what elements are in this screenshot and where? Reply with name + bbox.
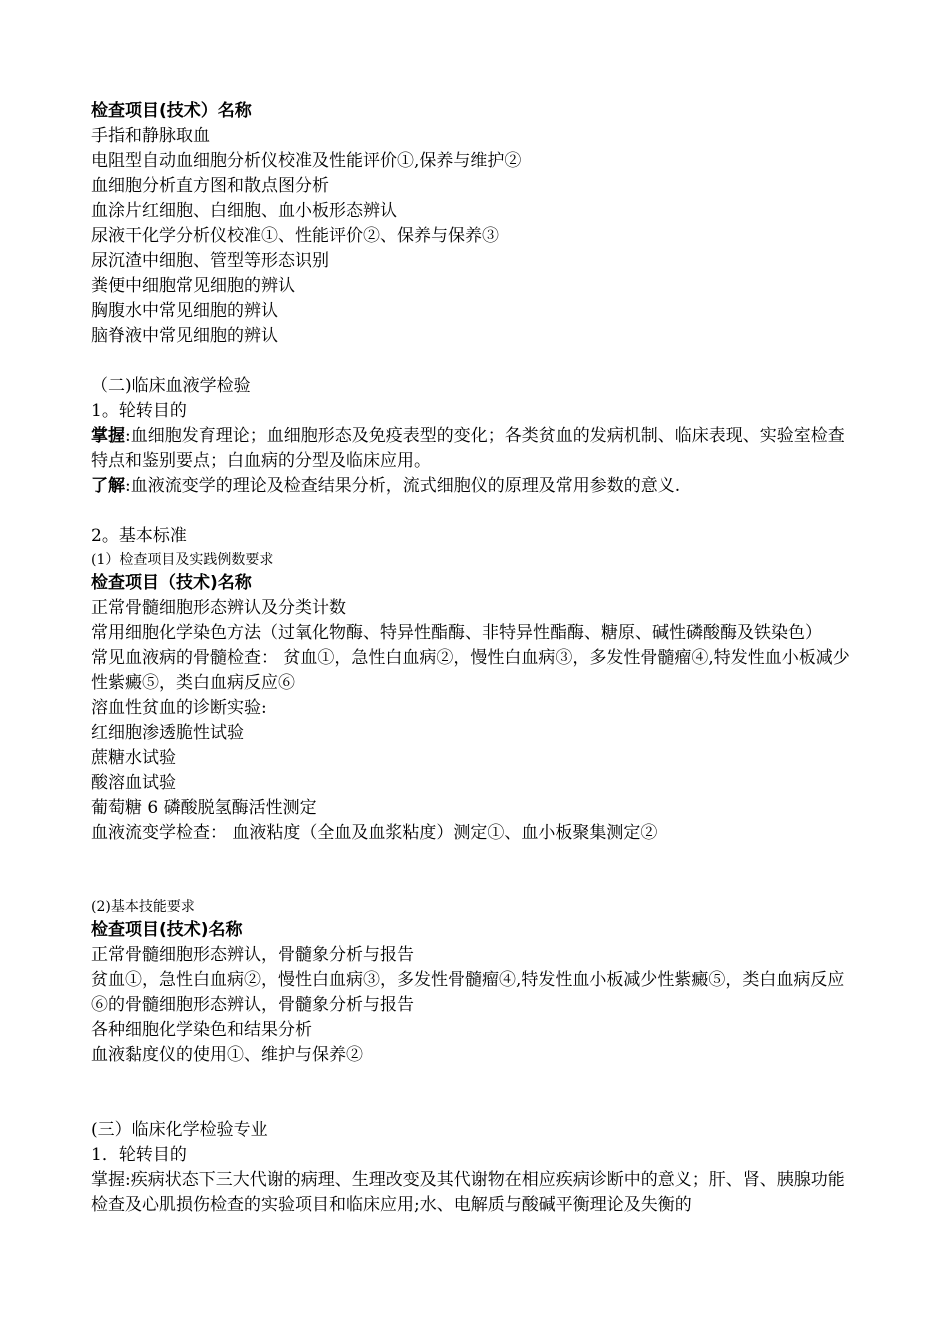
sub2-item: 血液黏度仪的使用①、维护与保养② (91, 1045, 363, 1065)
sub2-item: 正常骨髓细胞形态辨认，骨髓象分析与报告 (91, 945, 414, 965)
sub1-item: 溶血性贫血的诊断实验: (91, 698, 267, 718)
spacer (91, 349, 861, 374)
sub1-item: 常用细胞化学染色方法（过氧化物酶、特异性酯酶、非特异性酯酶、糖原、碱性磷酸酶及铁染色） (91, 623, 822, 643)
master-label: 掌握 (91, 426, 125, 446)
block1-item: 血涂片红细胞、白细胞、血小板形态辨认 (91, 201, 397, 221)
section3-title: (三）临床化学检验专业 (91, 1120, 268, 1140)
block1-item: 胸腹水中常见细胞的辨认 (91, 301, 278, 321)
block1-item: 脑脊液中常见细胞的辨认 (91, 326, 278, 346)
sub1-item: 正常骨髓细胞形态辨认及分类计数 (91, 598, 346, 618)
section2-sub1-title: (1）检查项目及实践例数要求 (91, 552, 274, 568)
section3-goal-heading: 1．轮转目的 (91, 1145, 187, 1165)
block1-item: 血细胞分析直方图和散点图分析 (91, 176, 329, 196)
block1-item: 粪便中细胞常见细胞的辨认 (91, 276, 295, 296)
spacer (91, 499, 861, 524)
understand-label: 了解 (91, 476, 125, 496)
section3-master: 掌握:疾病状态下三大代谢的病理、生理改变及其代谢物在相应疾病诊断中的意义；肝、肾、胰腺功能检查及心肌损伤检查的实验项目和临床应用;水、电解质与酸碱平衡理论及失衡的 (91, 1170, 845, 1215)
spacer (91, 846, 861, 896)
sub1-item: 蔗糖水试验 (91, 748, 176, 768)
block1-item: 尿沉渣中细胞、管型等形态识别 (91, 251, 329, 271)
understand-text: :血液流变学的理论及检查结果分析，流式细胞仪的原理及常用参数的意义. (125, 476, 681, 496)
section2-title: （二)临床血液学检验 (91, 376, 251, 396)
spacer (91, 1068, 861, 1118)
section2-standard-heading: 2。基本标准 (91, 526, 187, 546)
sub1-item: 血液流变学检查： 血液粘度（全血及血浆粘度）测定①、血小板聚集测定② (91, 823, 658, 843)
section2-sub2-title: (2)基本技能要求 (91, 899, 195, 915)
sub1-item: 葡萄糖 6 磷酸脱氢酶活性测定 (91, 798, 317, 818)
master-text: :血细胞发育理论；血细胞形态及免疫表型的变化；各类贫血的发病机制、临床表现、实验室检查特点和鉴别要点；白血病的分型及临床应用。 (91, 426, 845, 471)
block1-item: 尿液干化学分析仪校准①、性能评价②、保养与保养③ (91, 226, 499, 246)
block1-item: 电阻型自动血细胞分析仪校准及性能评价①,保养与维护② (91, 151, 522, 171)
block1-item: 手指和静脉取血 (91, 126, 210, 146)
section2-sub1-heading: 检查项目（技术)名称 (91, 573, 252, 593)
section2-master (91, 424, 861, 474)
sub1-item: 常见血液病的骨髓检查： 贫血①，急性白血病②，慢性白血病③，多发性骨髓瘤④,特发性血小板减少性紫癜⑤，类白血病反应⑥ (91, 648, 850, 693)
sub1-item: 酸溶血试验 (91, 773, 176, 793)
section2-understand (91, 474, 861, 499)
block1-heading: 检查项目(技术）名称 (91, 101, 252, 121)
sub2-item: 各种细胞化学染色和结果分析 (91, 1020, 312, 1040)
section2-goal-heading: 1。轮转目的 (91, 401, 187, 421)
section2-sub2-heading: 检查项目(技术)名称 (91, 920, 243, 940)
sub1-item: 红细胞渗透脆性试验 (91, 723, 244, 743)
sub2-item: 贫血①，急性白血病②，慢性白血病③，多发性骨髓瘤④,特发性血小板减少性紫癜⑤，类白血病反应⑥的骨髓细胞形态辨认，骨髓象分析与报告 (91, 970, 845, 1015)
